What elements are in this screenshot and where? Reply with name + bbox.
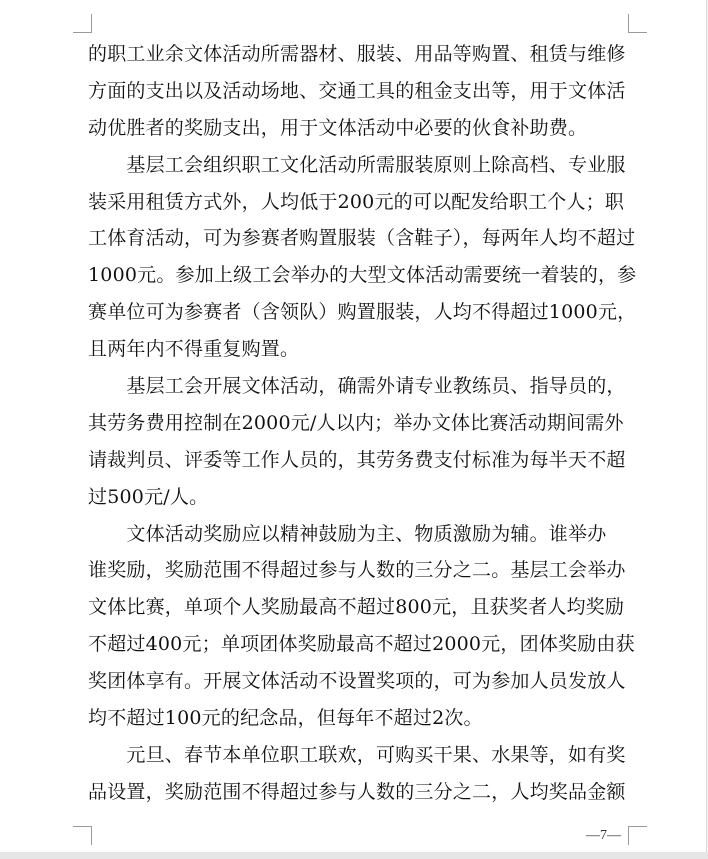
text-line: 基层工会开展文体活动，确需外请专业教练员、指导员的， (88, 375, 626, 398)
text-line: 赛单位可为参赛者（含领队）购置服装，人均不得超过1000元， (88, 301, 637, 324)
body-text (88, 36, 648, 811)
corner-mark-bottom-left (73, 826, 92, 845)
corner-mark-top-right (628, 14, 647, 33)
text-line: 文体活动奖励应以精神鼓励为主、物质激励为辅。谁举办 (88, 522, 607, 545)
text-line: 1000元。参加上级工会举办的大型文体活动需要统一着装的，参 (88, 264, 637, 287)
page-number: —7— (586, 828, 621, 843)
text-line: 其劳务费用控制在2000元/人以内；举办文体比赛活动期间需外 (88, 411, 624, 434)
text-line: 方面的支出以及活动场地、交通工具的租金支出等，用于文体活 (88, 79, 626, 102)
text-line: 装采用租赁方式外，人均低于200元的可以配发给职工个人；职 (88, 190, 625, 213)
text-line: 均不超过100元的纪念品，但每年不超过2次。 (88, 707, 483, 730)
text-line: 动优胜者的奖励支出，用于文体活动中必要的伙食补助费。 (88, 116, 588, 139)
text-line: 谁奖励，奖励范围不得超过参与人数的三分之二。基层工会举办 (88, 559, 626, 582)
corner-mark-top-left (73, 14, 92, 33)
text-line: 的职工业余文体活动所需器材、服装、用品等购置、租赁与维修 (88, 43, 626, 65)
text-line: 品设置，奖励范围不得超过参与人数的三分之二，人均奖品金额 (88, 780, 626, 803)
text-line: 请裁判员、评委等工作人员的，其劳务费支付标准为每半天不超 (88, 448, 626, 471)
text-line: 过500元/人。 (88, 485, 209, 508)
corner-mark-bottom-right (628, 826, 647, 845)
text-line: 工体育活动，可为参赛者购置服装（含鞋子），每两年人均不超过 (88, 227, 636, 250)
text-line: 元旦、春节本单位职工联欢，可购买干果、水果等，如有奖 (88, 743, 626, 766)
text-line: 不超过400元；单项团体奖励最高不超过2000元，团体奖励由获 (88, 633, 635, 656)
text-line: 奖团体享有。开展文体活动不设置奖项的，可为参加人员发放人 (88, 670, 626, 693)
text-line: 基层工会组织职工文化活动所需服装原则上除高档、专业服 (88, 153, 626, 176)
text-line: 文体比赛，单项个人奖励最高不超过800元，且获奖者人均奖励 (88, 596, 625, 619)
text-line: 且两年内不得重复购置。 (88, 338, 300, 361)
page-gap (0, 852, 708, 859)
